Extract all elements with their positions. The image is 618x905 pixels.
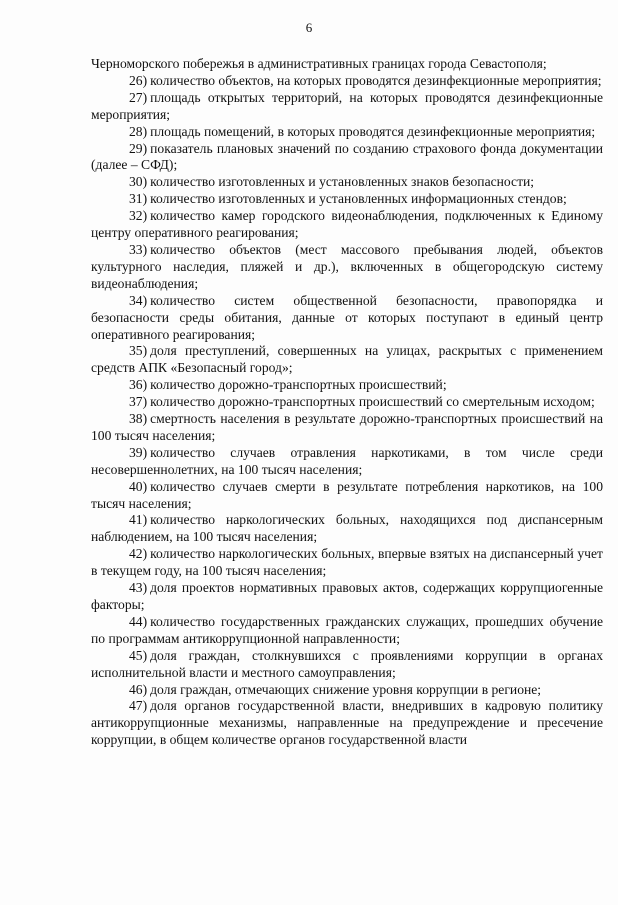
- list-item-text: количество объектов (мест массового пребывания людей, объектов культурного наследия, пляжей и др.), включенных в общегородскую систему видеонаблюдения;: [91, 241, 603, 291]
- list-item-number: 32): [129, 208, 148, 224]
- list-item-text: количество объектов, на которых проводятся дезинфекционные мероприятия;: [150, 72, 602, 88]
- list-item-text: доля органов государственной власти, внедривших в кадровую политику антикоррупционные механизмы, направленные на предупреждение и пресечение коррупции, в общем количестве органов государственной власти: [91, 698, 603, 748]
- list-item: [91, 394, 603, 411]
- document-body: [91, 56, 603, 749]
- list-item-text: доля граждан, отмечающих снижение уровня коррупции в регионе;: [150, 681, 542, 697]
- list-item: [91, 208, 603, 242]
- list-item: [91, 242, 603, 293]
- list-item-text: доля проектов нормативных правовых актов, содержащих коррупциогенные факторы;: [91, 580, 603, 612]
- list-item-number: 46): [129, 681, 148, 697]
- list-item-number: 28): [129, 123, 148, 139]
- list-item-number: 36): [129, 377, 148, 393]
- list-item-text: количество дорожно-транспортных происшествий со смертельным исходом;: [150, 394, 595, 410]
- list-item: [91, 614, 603, 648]
- list-item-text: количество изготовленных и установленных знаков безопасности;: [150, 174, 535, 190]
- list-item-text: количество камер городского видеонаблюдения, подключенных к Единому центру оперативного реагирования;: [91, 208, 603, 241]
- list-item: [91, 479, 603, 513]
- list-item-number: 38): [129, 411, 148, 427]
- list-item-number: 26): [129, 72, 148, 88]
- list-item-text: доля граждан, столкнувшихся с проявлениями коррупции в органах исполнительной власти и местного самоуправления;: [91, 647, 603, 680]
- list-item-text: количество наркологических больных, находящихся под диспансерным наблюдением, на 100 тысяч населения;: [91, 512, 603, 545]
- list-item: [91, 90, 603, 124]
- list-item-text: количество государственных гражданских служащих, прошедших обучение по программам антикоррупционной направленности;: [91, 613, 603, 646]
- continuation-paragraph: Черноморского побережья в административных границах города Севастополя;: [91, 56, 547, 71]
- list-item-text: количество наркологических больных, впервые взятых на диспансерный учет в текущем году, на 100 тысяч населения;: [91, 546, 603, 579]
- list-item-text: количество случаев отравления наркотиками, в том числе среди несовершеннолетних, на 100 тысяч населения;: [91, 444, 603, 477]
- list-item-number: 41): [129, 512, 148, 528]
- list-item-number: 30): [129, 174, 148, 190]
- list-item: [91, 343, 603, 377]
- list-item: [91, 141, 603, 175]
- list-item: [91, 512, 603, 546]
- list-item-number: 37): [129, 394, 148, 410]
- list-item: [91, 445, 603, 479]
- list-item-number: 43): [129, 580, 148, 596]
- list-item-text: количество изготовленных и установленных информационных стендов;: [150, 191, 567, 207]
- list-item-number: 34): [129, 292, 148, 308]
- list-item-number: 27): [129, 89, 148, 105]
- list-item-text: площадь помещений, в которых проводятся дезинфекционные мероприятия;: [150, 123, 596, 139]
- list-item-number: 29): [129, 140, 148, 156]
- list-item-number: 42): [129, 546, 148, 562]
- list-item-text: доля преступлений, совершенных на улицах, раскрытых с применением средств АПК «Безопасный город»;: [91, 343, 603, 376]
- page-number: 6: [305, 20, 313, 35]
- list-item-text: показатель плановых значений по созданию страхового фонда документации (далее – СФД);: [91, 140, 603, 173]
- list-item: [91, 546, 603, 580]
- list-item-text: количество дорожно-транспортных происшествий;: [150, 377, 447, 393]
- list-item-text: смертность населения в результате дорожно-транспортных происшествий на 100 тысяч населения;: [91, 411, 603, 443]
- list-item-number: 45): [129, 647, 148, 663]
- list-item-text: площадь открытых территорий, на которых проводятся дезинфекционные мероприятия;: [91, 89, 603, 122]
- list-item: [91, 191, 603, 208]
- list-item-number: 33): [129, 241, 148, 257]
- numbered-list: [91, 73, 603, 749]
- list-item: [91, 293, 603, 344]
- list-item-number: 47): [129, 698, 148, 714]
- list-item-number: 44): [129, 613, 148, 629]
- list-item: [91, 648, 603, 682]
- list-item: [91, 698, 603, 749]
- list-item: [91, 124, 603, 141]
- list-item-number: 35): [129, 343, 148, 359]
- list-item: [91, 580, 603, 614]
- list-item-text: количество случаев смерти в результате потребления наркотиков, на 100 тысяч населения;: [91, 478, 603, 511]
- list-item: [91, 73, 603, 90]
- list-item: [91, 682, 603, 699]
- list-item: [91, 377, 603, 394]
- list-item: [91, 411, 603, 445]
- list-item-number: 40): [129, 478, 148, 494]
- list-item: [91, 174, 603, 191]
- list-item-text: количество систем общественной безопасности, правопорядка и безопасности среды обитания, данные от которых поступают в единый центр оперативного реагирования;: [91, 292, 603, 342]
- list-item-number: 39): [129, 444, 148, 460]
- list-item-number: 31): [129, 191, 148, 207]
